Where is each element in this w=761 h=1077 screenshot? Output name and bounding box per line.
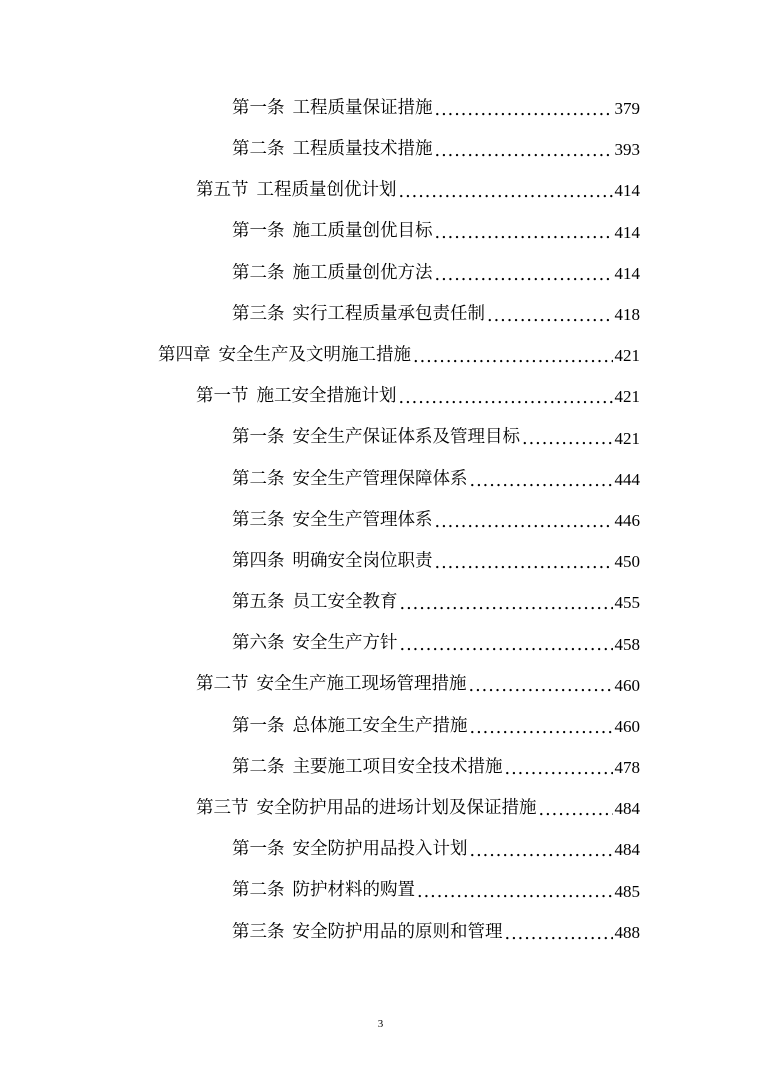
toc-entry-title: 安全防护用品的进场计划及保证措施 [256,798,537,819]
toc-entry-title: 安全生产方针 [292,633,398,654]
toc-entry-label [232,97,433,118]
toc-entry-number: 第五节 [196,180,249,201]
toc-entry-number: 第三条 [232,921,285,942]
toc-entry-label [232,756,503,777]
toc-entry-label [158,344,411,365]
toc-dot-leader [487,308,613,326]
toc-entry-page: 421 [614,428,640,448]
toc-entry-number: 第三条 [232,303,285,324]
toc-entry[interactable] [0,706,761,747]
toc-entry-number: 第三节 [196,798,249,819]
toc-entry-page: 393 [614,140,640,160]
toc-entry-page: 484 [614,799,640,819]
toc-dot-leader [505,761,613,779]
toc-dot-leader [399,184,613,202]
toc-dot-leader [505,926,613,944]
toc-dot-leader [435,102,613,120]
toc-entry-title: 安全生产及文明施工措施 [218,344,411,365]
toc-entry-page: 414 [614,263,640,283]
toc-entry-number: 第一条 [232,97,285,118]
toc-entry-page: 455 [614,593,640,613]
toc-entry-number: 第四条 [232,550,285,571]
toc-dot-leader [435,225,613,243]
toc-entry-number: 第一条 [232,427,285,448]
toc-dot-leader [417,884,613,902]
toc-entry-page: 485 [614,881,640,901]
toc-entry-page: 460 [614,716,640,736]
toc-dot-leader [470,843,613,861]
toc-entry-number: 第四章 [158,344,211,365]
toc-dot-leader [400,637,613,655]
toc-entry[interactable] [0,500,761,541]
toc-entry-title: 明确安全岗位职责 [292,550,433,571]
toc-entry[interactable] [0,541,761,582]
page-number: 3 [377,1018,384,1030]
toc-entry-page: 379 [614,99,640,119]
toc-entry-number: 第五条 [232,592,285,613]
toc-entry-title: 总体施工安全生产措施 [292,715,468,736]
toc-entry-label [232,429,520,447]
toc-entry[interactable] [0,88,761,129]
toc-entry[interactable] [0,788,761,829]
toc-entry-label [232,635,398,653]
toc-entry[interactable] [0,459,761,500]
toc-entry-label [232,262,433,283]
toc-entry-title: 施工安全措施计划 [256,386,397,407]
toc-dot-leader [413,349,613,367]
toc-entry-number: 第二条 [232,468,285,489]
toc-entry-label [196,676,467,694]
toc-entry-page: 414 [614,181,640,201]
toc-entry-label [196,182,397,200]
toc-dot-leader [435,514,613,532]
toc-entry-title: 工程质量创优计划 [256,180,397,201]
toc-entry-label [232,303,485,324]
toc-entry-number: 第一条 [232,715,285,736]
toc-entry[interactable] [0,253,761,294]
toc-entry-label [232,550,433,571]
toc-entry-title: 实行工程质量承包责任制 [292,303,485,324]
toc-entry-page: 488 [614,922,640,942]
toc-entry-title: 安全生产管理保障体系 [292,468,468,489]
toc-entry-label [232,141,433,159]
toc-dot-leader [470,473,613,491]
toc-entry-number: 第二条 [232,262,285,283]
toc-entry-title: 安全防护用品的原则和管理 [292,921,503,942]
toc-dot-leader [400,596,613,614]
toc-entry[interactable] [0,418,761,459]
toc-entry-label [232,921,503,942]
toc-entry-number: 第一节 [196,386,249,407]
toc-entry-label [232,509,433,530]
toc-entry-number: 第三条 [232,509,285,530]
toc-entry[interactable] [0,829,761,870]
toc-entry-label [232,715,468,736]
toc-entry[interactable] [0,335,761,376]
toc-entry-title: 防护材料的购置 [292,880,415,901]
toc-entry-title: 安全防护用品投入计划 [292,839,468,860]
toc-entry[interactable] [0,582,761,623]
toc-entry-title: 施工质量创优目标 [292,221,433,242]
toc-entry[interactable] [0,129,761,170]
toc-entry-page: 421 [614,387,640,407]
toc-entry[interactable] [0,665,761,706]
toc-entry-label [232,841,468,859]
toc-entry-page: 458 [614,634,640,654]
toc-entry-title: 施工质量创优方法 [292,262,433,283]
toc-entry-page: 460 [614,675,640,695]
toc-entry[interactable] [0,376,761,417]
toc-entry-title: 安全生产施工现场管理措施 [256,674,467,695]
toc-dot-leader [470,720,613,738]
toc-dot-leader [435,267,613,285]
toc-entry[interactable] [0,170,761,211]
toc-entry-title: 工程质量保证措施 [292,97,433,118]
toc-dot-leader [469,678,613,696]
toc-entry-page: 446 [614,510,640,530]
toc-entry-page: 414 [614,222,640,242]
toc-entry-label [232,594,398,612]
toc-entry-number: 第二条 [232,880,285,901]
table-of-contents [0,88,761,953]
toc-entry-label [232,223,433,241]
toc-entry-number: 第二节 [196,674,249,695]
toc-entry-page: 484 [614,840,640,860]
toc-entry[interactable] [0,871,761,912]
toc-entry-page: 418 [614,305,640,325]
toc-entry-title: 员工安全教育 [292,592,398,613]
toc-entry-title: 安全生产保证体系及管理目标 [292,427,520,448]
toc-dot-leader [435,143,613,161]
toc-entry-number: 第二条 [232,139,285,160]
toc-dot-leader [399,390,613,408]
toc-entry[interactable] [0,623,761,664]
toc-entry[interactable] [0,747,761,788]
toc-entry-label [232,882,415,900]
toc-dot-leader [435,555,613,573]
toc-entry-page: 444 [614,469,640,489]
toc-entry-label [196,388,397,406]
toc-entry[interactable] [0,912,761,953]
toc-entry[interactable] [0,294,761,335]
toc-entry-label [196,800,537,818]
toc-entry-title: 工程质量技术措施 [292,139,433,160]
toc-dot-leader [522,431,613,449]
toc-entry[interactable] [0,212,761,253]
toc-entry-number: 第二条 [232,756,285,777]
toc-entry-page: 450 [614,552,640,572]
toc-entry-number: 第一条 [232,839,285,860]
toc-entry-number: 第六条 [232,633,285,654]
toc-entry-title: 安全生产管理体系 [292,509,433,530]
toc-entry-page: 421 [614,346,640,366]
toc-entry-title: 主要施工项目安全技术措施 [292,756,503,777]
toc-entry-label [232,468,468,489]
toc-entry-page: 478 [614,758,640,778]
toc-entry-number: 第一条 [232,221,285,242]
toc-dot-leader [539,802,613,820]
